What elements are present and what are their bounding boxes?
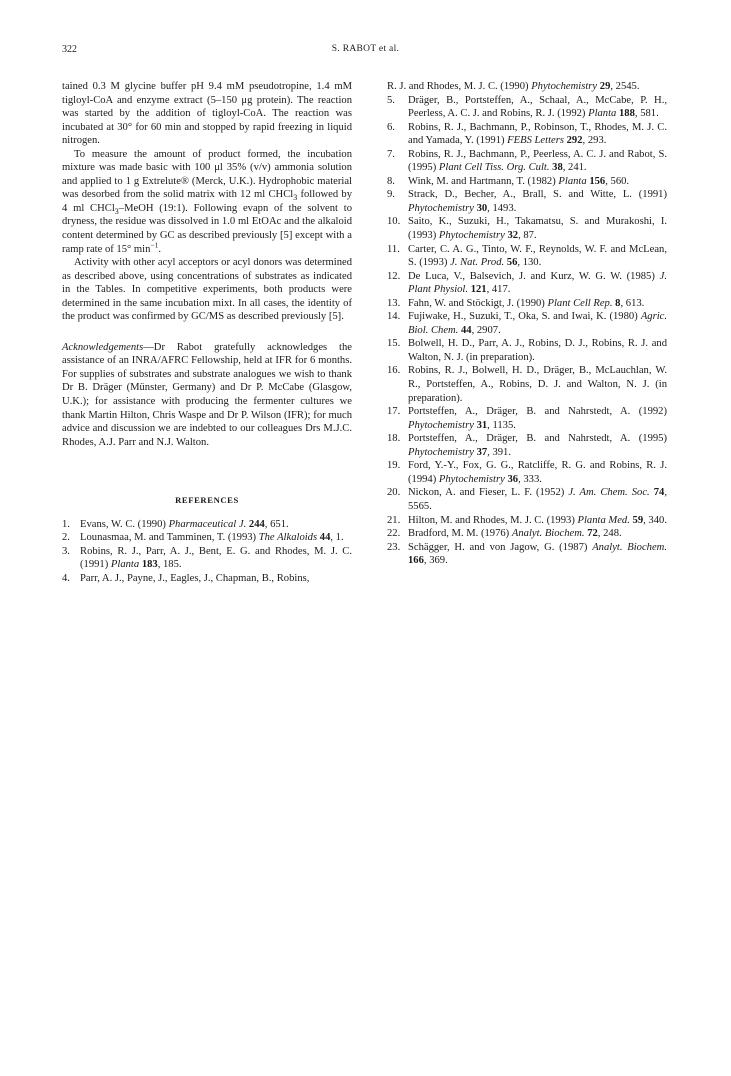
reference-number: 1. [62,518,70,530]
reference-item: 1. Evans, W. C. (1990) Pharmaceutical J. 244, 651. [62,518,289,530]
reference-item: 3. Robins, R. J., Parr, A. J., Bent, E. G. and Rhodes, M. J. C. (1991) Planta 183, 185. [62,545,352,571]
reference-item: 12. De Luca, V., Balsevich, J. and Kurz, W. G. W. (1985) J. Plant Physiol. 121, 417. [387,270,667,296]
reference-number: 9. [387,189,395,201]
reference-number: 8. [387,175,395,187]
reference-number: 6. [387,121,395,133]
reference-item: 22. Bradford, M. M. (1976) Analyt. Biochem. 72, 248. [387,528,622,540]
reference-item: 18. Portsteffen, A., Dräger, B. and Nahrstedt, A. (1995) Phytochemistry 37, 391. [387,433,667,458]
reference-item: 21. Hilton, M. and Rhodes, M. J. C. (1993) Planta Med. 59, 340. [387,514,667,526]
left-column [62,80,352,586]
reference-item: 14. Fujiwake, H., Suzuki, T., Oka, S. and Iwai, K. (1980) Agric. Biol. Chem. 44, 2907. [387,311,667,336]
reference-list-right [387,94,667,568]
reference-number: 16. [387,365,401,377]
reference-item: 16. Robins, R. J., Bolwell, H. D., Dräger, B., McLauchlan, W. R., Portsteffen, A., Robins, D. J. and Walton, N. J. (in preparation). [387,365,667,404]
reference-number: 23. [387,541,401,553]
reference-number: 19. [387,460,401,472]
reference-item: 13. Fahn, W. and Stöckigt, J. (1990) Plant Cell Rep. 8, 613. [387,297,645,309]
methods-paragraph-2: To measure the amount of product formed, the incubation mixture was made basic with 100 μl 35% (v/v) ammonia solution and applied to 1 g Extrelute® (Merck, U.K.). Hydrophobic material was desorbed from the solid matrix with 12 ml CHCl$_3$ followed by 4 ml CHCl$_3$–MeOH (19:1). Following evapn of the solvent to dryness, the residue was dissolved in 1.0 ml EtOAc and the alkaloid content determined by GC as described previously [5] except with a ramp rate of 15° $\min^{-1}$. [62,148,352,255]
reference-number: 11. [387,243,400,255]
reference-item: 6. Robins, R. J., Bachmann, P., Robinson, T., Rhodes, M. J. C. and Yamada, Y. (1991) FEBS Letters 292, 293. [387,121,667,147]
reference-list-left [62,518,352,586]
reference-item: 23. Schägger, H. and von Jagow, G. (1987) Analyt. Biochem. 166, 369. [387,541,667,567]
reference-number: 3. [62,545,70,557]
reference-number: 13. [387,297,401,309]
reference-number: 7. [387,148,395,160]
reference-item: 17. Portsteffen, A., Dräger, B. and Nahrstedt, A. (1992) Phytochemistry 31, 1135. [387,406,667,431]
reference-item: 19. Ford, Y.-Y., Fox, G. G., Ratcliffe, R. G. and Robins, R. J. (1994) Phytochemistry 36, 333. [387,460,667,485]
reference-number: 21. [387,514,401,526]
reference-item: 5. Dräger, B., Portsteffen, A., Schaal, A., McCabe, P. H., Peerless, A. C. J. and Robins, R. J. (1992) Planta 188, 581. [387,94,667,120]
reference-number: 18. [387,433,401,445]
methods-paragraph-3: Activity with other acyl acceptors or acyl donors was determined as described above, using concentrations of substrates as indicated in the Tables. In competitive experiments, both products were determined in the same incubation mixt. In all cases, the identity of the product was confirmed by GC/MS as described previously [5]. [62,257,352,323]
reference-4-continuation: R. J. and Rhodes, M. J. C. (1990) Phytochemistry 29, 2545. [387,81,640,92]
reference-number: 10. [387,216,401,228]
reference-item: 9. Strack, D., Becher, A., Brall, S. and Witte, L. (1991) Phytochemistry 30, 1493. [387,189,667,214]
reference-item: 11. Carter, C. A. G., Tinto, W. F., Reynolds, W. F. and McLean, S. (1993) J. Nat. Prod. 56, 130. [387,243,667,269]
reference-item: 20. Nickon, A. and Fieser, L. F. (1952) J. Am. Chem. Soc. 74, 5565. [387,487,667,512]
acknowledgements: Acknowledgements—Dr Rabot gratefully acknowledges the assistance of an INRA/AFRC Fellowship, held at IFR for 6 months. For supplies of substrates and substrate analogues we wish to thank Dr B. Dräger (Münster, Germany) and Dr P. McCabe (Glasgow, U.K.); for assistance with producing the fermenter cultures we thank Martin Hilton, Chris Waspe and Dr P. Wilson (IFR); for much advice and discussion we are indebted to our colleagues Drs M.J.C. Rhodes, A.J. Parr and N.J. Walton. [62,341,352,448]
reference-number: 2. [62,532,70,544]
reference-item: 2. Lounasmaa, M. and Tamminen, T. (1993) The Alkaloids 44, 1. [62,532,344,544]
reference-item: 15. Bolwell, H. D., Parr, A. J., Robins, D. J., Robins, R. J. and Walton, N. J. (in preparation). [387,338,667,363]
page-number: 322 [62,44,77,55]
reference-item: 8. Wink, M. and Hartmann, T. (1982) Planta 156, 560. [387,175,630,187]
reference-number: 5. [387,94,395,106]
reference-number: 12. [387,270,401,282]
reference-number: 20. [387,487,401,499]
acknowledgements-label: Acknowledgements [62,341,144,353]
methods-paragraph-1: tained 0.3 M glycine buffer pH 9.4 mM pseudotropine, 1.4 mM tigloyl-CoA and enzyme extract (5–150 μg protein). The reaction was started by the addition of tigloyl-CoA. The reaction was incubated at 30° for 60 min and stopped by rapid freezing in liquid nitrogen. [62,81,352,147]
reference-number: 22. [387,528,401,540]
reference-number: 14. [387,311,401,323]
reference-item: 7. Robins, R. J., Bachmann, P., Peerless, A. C. J. and Rabot, S. (1995) Plant Cell Tiss. Org. Cult. 38, 241. [387,148,667,174]
right-column [387,80,667,568]
reference-number: 17. [387,406,401,418]
reference-number: 15. [387,338,401,350]
reference-number: 4. [62,572,70,584]
running-head: S. RABOT et al. [331,44,400,54]
references-heading: REFERENCES [175,495,239,506]
reference-item: 4. Parr, A. J., Payne, J., Eagles, J., Chapman, B., Robins, [62,572,310,584]
reference-item: 10. Saito, K., Suzuki, H., Takamatsu, S. and Murakoshi, I. (1993) Phytochemistry 32, 87. [387,216,667,242]
